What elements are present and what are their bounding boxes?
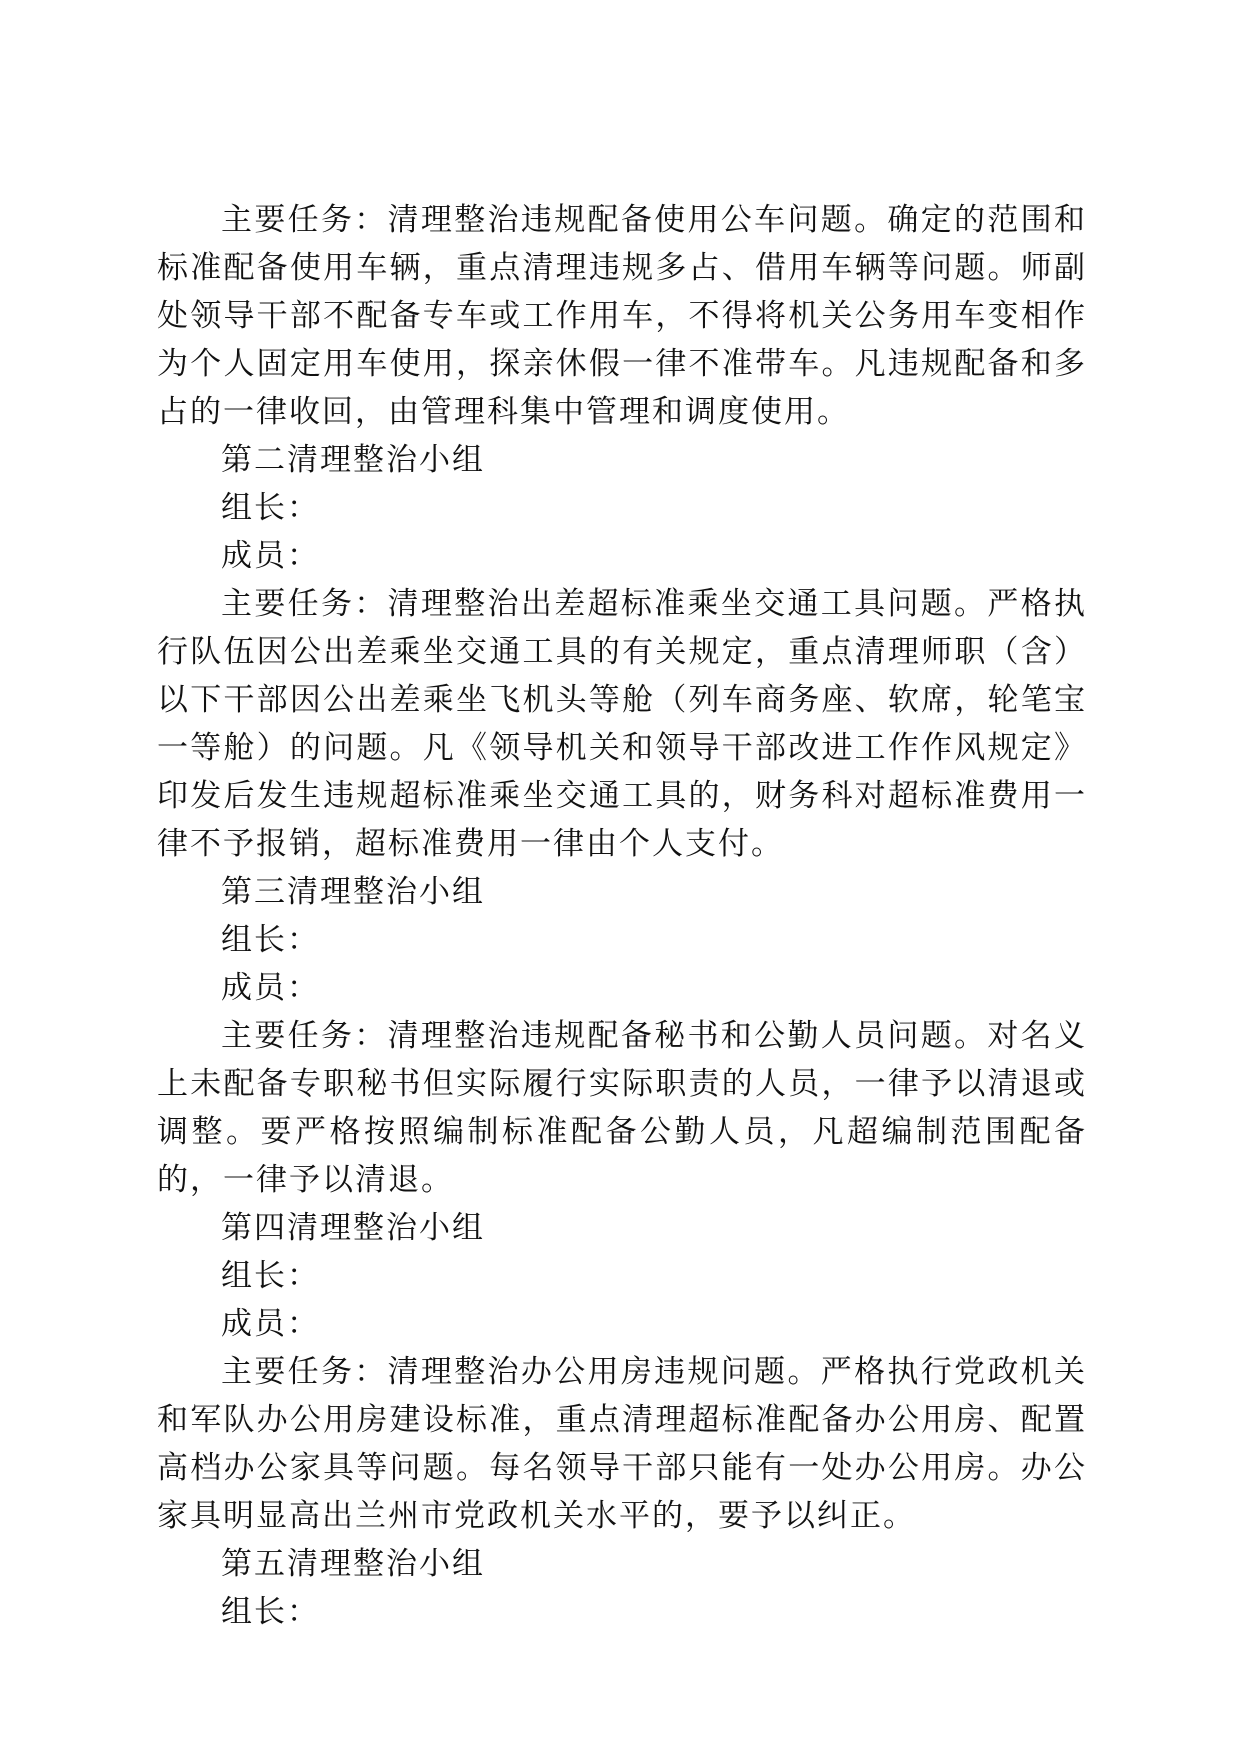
group-members-4: 成员： [221, 1306, 320, 1342]
document-body [157, 196, 1087, 1636]
task-paragraph-group-4: 主要任务：清理整治办公用房违规问题。严格执行党政机关和军队办公用房建设标准，重点清理超标准配备办公用房、配置高档办公家具等问题。每名领导干部只能有一处办公用房。办公家具明显高出兰州市党政机关水平的，要予以纠正。 [157, 1354, 1087, 1534]
group-title-2: 第二清理整治小组 [221, 442, 485, 478]
group-leader-2: 组长： [221, 490, 320, 526]
group-members-2: 成员： [221, 538, 320, 574]
group-members-3: 成员： [221, 970, 320, 1006]
task-paragraph-group-2: 主要任务：清理整治出差超标准乘坐交通工具问题。严格执行队伍因公出差乘坐交通工具的有关规定，重点清理师职（含）以下干部因公出差乘坐飞机头等舱（列车商务座、软席，轮笔宝一等舱）的问题。凡《领导机关和领导干部改进工作作风规定》印发后发生违规超标准乘坐交通工具的，财务科对超标准费用一律不予报销，超标准费用一律由个人支付。 [157, 586, 1087, 862]
group-title-3: 第三清理整治小组 [221, 874, 485, 910]
group-title-4: 第四清理整治小组 [221, 1210, 485, 1246]
group-title-5: 第五清理整治小组 [221, 1546, 485, 1582]
group-leader-5: 组长： [221, 1594, 320, 1630]
task-paragraph-group-3: 主要任务：清理整治违规配备秘书和公勤人员问题。对名义上未配备专职秘书但实际履行实际职责的人员，一律予以清退或调整。要严格按照编制标准配备公勤人员，凡超编制范围配备的，一律予以清退。 [157, 1018, 1087, 1198]
task-paragraph-group-1: 主要任务：清理整治违规配备使用公车问题。确定的范围和标准配备使用车辆，重点清理违规多占、借用车辆等问题。师副处领导干部不配备专车或工作用车，不得将机关公务用车变相作为个人固定用车使用，探亲休假一律不准带车。凡违规配备和多占的一律收回，由管理科集中管理和调度使用。 [157, 202, 1087, 430]
group-leader-4: 组长： [221, 1258, 320, 1294]
group-leader-3: 组长： [221, 922, 320, 958]
